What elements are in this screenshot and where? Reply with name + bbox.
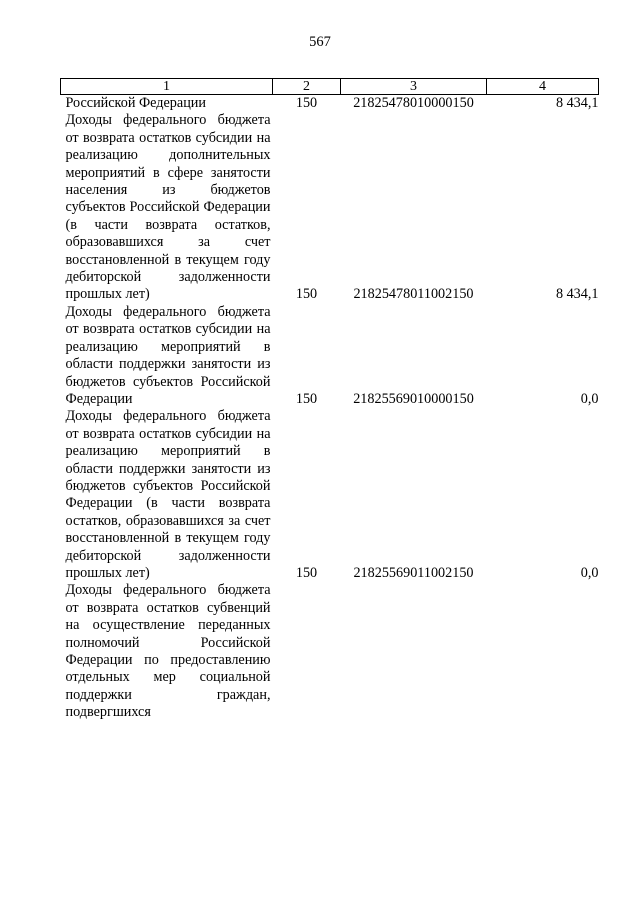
row-amount: 0,0 xyxy=(580,564,599,581)
row-amount: 8 434,1 xyxy=(555,286,599,303)
table-row xyxy=(61,112,599,303)
row-description: Доходы федерального бюджета от возврата остатков субвенций на осуществление переданных полномочий Российской Федерации по предоставлению отдельных мер социальной поддержки граждан, подвергшихся xyxy=(65,582,271,721)
table-row xyxy=(61,304,599,408)
row-description: Доходы федерального бюджета от возврата остатков субсидии на реализацию мероприятий в области поддержки занятости из бюджетов субъектов Российской Федерации xyxy=(65,303,271,407)
table-header-row xyxy=(61,79,599,95)
column-header-4: 4 xyxy=(487,79,599,95)
row-description: Российской Федерации xyxy=(65,95,206,111)
column-header-2: 2 xyxy=(273,79,341,95)
row-kbk: 21825478010000150 xyxy=(353,95,474,111)
row-kbk: 21825478011002150 xyxy=(353,286,474,303)
page-number: 567 xyxy=(309,34,331,50)
row-code: 150 xyxy=(295,286,318,303)
row-amount xyxy=(487,582,599,721)
row-amount: 0,0 xyxy=(580,390,599,407)
table-row xyxy=(61,582,599,721)
row-description: Доходы федерального бюджета от возврата остатков субсидии на реализацию мероприятий в области поддержки занятости из бюджетов субъектов Российской Федерации (в части возврата остатков, образовавшихся за счет восстановленной в текущем году дебиторской задолженности прошлых лет) xyxy=(65,408,271,581)
column-header-1: 1 xyxy=(61,79,273,95)
column-header-3: 3 xyxy=(341,79,487,95)
table-row xyxy=(61,95,599,113)
row-description: Доходы федерального бюджета от возврата остатков субсидии на реализацию дополнительных мероприятий в сфере занятости населения из бюджетов субъектов Российской Федерации (в части возврата остатков, образовавшихся за счет восстановленной в текущем году дебиторской задолженности прошлых лет) xyxy=(65,112,271,303)
table-row xyxy=(61,408,599,582)
row-code xyxy=(273,582,341,721)
row-amount: 8 434,1 xyxy=(555,95,599,111)
row-kbk: 21825569010000150 xyxy=(353,390,474,407)
row-kbk xyxy=(341,582,487,721)
row-code: 150 xyxy=(295,390,318,407)
row-kbk: 21825569011002150 xyxy=(353,564,474,581)
budget-revenue-table xyxy=(60,78,599,722)
row-code: 150 xyxy=(295,95,318,111)
row-code: 150 xyxy=(295,564,318,581)
